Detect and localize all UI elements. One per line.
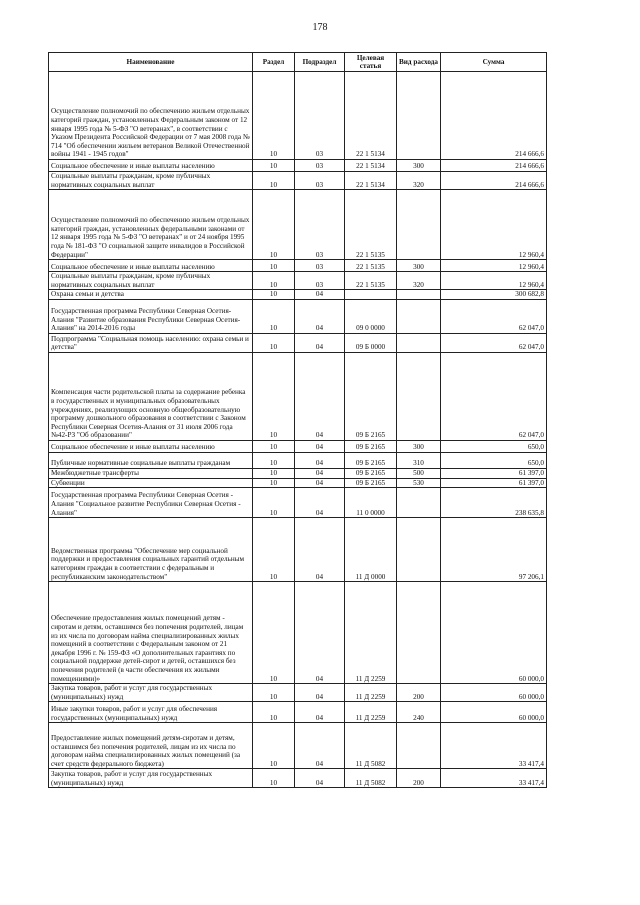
table-row <box>49 684 547 702</box>
row-sum: 61 397,0 <box>441 478 547 488</box>
row-section: 10 <box>253 478 295 488</box>
row-name: Компенсация части родительской платы за содержание ребенка в государственных и муниципальных образовательных учреждениях, реализующих основную общеобразовательную программу дошкольного образования в соответствии с Законом Республики Северная Осетия-Алания от 31 июля 2006 года №42-РЗ "Об образовании" <box>49 352 253 440</box>
row-section: 10 <box>253 468 295 478</box>
row-name: Закупка товаров, работ и услуг для государственных (муниципальных) нужд <box>49 684 253 702</box>
row-expense-type <box>397 299 441 333</box>
row-subsection: 03 <box>295 272 345 290</box>
row-expense-type: 200 <box>397 684 441 702</box>
row-section: 10 <box>253 452 295 468</box>
row-section: 10 <box>253 684 295 702</box>
table-row <box>49 488 547 518</box>
row-section: 10 <box>253 260 295 272</box>
budget-table-body <box>49 72 547 788</box>
row-subsection: 04 <box>295 488 345 518</box>
row-sum: 62 047,0 <box>441 299 547 333</box>
row-expense-type <box>397 290 441 300</box>
row-expense-type <box>397 518 441 582</box>
table-row <box>49 190 547 260</box>
row-subsection: 04 <box>295 352 345 440</box>
row-expense-type <box>397 333 441 352</box>
row-name: Социальные выплаты гражданам, кроме публичных нормативных социальных выплат <box>49 272 253 290</box>
table-row <box>49 440 547 452</box>
row-sum: 214 666,6 <box>441 160 547 172</box>
header-name: Наименование <box>49 53 253 72</box>
row-subsection: 04 <box>295 299 345 333</box>
row-subsection: 04 <box>295 769 345 788</box>
row-target <box>345 290 397 300</box>
row-section: 10 <box>253 172 295 190</box>
row-target: 09 Б 2165 <box>345 468 397 478</box>
row-section: 10 <box>253 272 295 290</box>
row-name: Социальные выплаты гражданам, кроме публичных нормативных социальных выплат <box>49 172 253 190</box>
row-name: Ведомственная программа "Обеспечение мер социальной поддержки и предоставления социальных гарантий отдельным категориям граждан в соответствии с федеральным и республиканским законодательством" <box>49 518 253 582</box>
row-section: 10 <box>253 333 295 352</box>
row-sum: 62 047,0 <box>441 333 547 352</box>
table-row <box>49 272 547 290</box>
row-target: 11 Д 2259 <box>345 582 397 684</box>
row-section: 10 <box>253 160 295 172</box>
row-section: 10 <box>253 769 295 788</box>
budget-table <box>48 52 547 788</box>
row-name: Межбюджетные трансферты <box>49 468 253 478</box>
row-target: 22 1 5135 <box>345 260 397 272</box>
row-section: 10 <box>253 352 295 440</box>
row-sum: 60 000,0 <box>441 582 547 684</box>
row-subsection: 04 <box>295 582 345 684</box>
row-section: 10 <box>253 723 295 769</box>
row-expense-type <box>397 723 441 769</box>
row-target: 11 Д 5082 <box>345 723 397 769</box>
row-subsection: 03 <box>295 160 345 172</box>
row-target: 11 0 0000 <box>345 488 397 518</box>
row-name: Государственная программа Республики Северная Осетия - Алания "Социальное развитие Республики Северная Осетия - Алания" <box>49 488 253 518</box>
row-target: 11 Д 2259 <box>345 702 397 723</box>
row-section: 10 <box>253 72 295 160</box>
row-section: 10 <box>253 488 295 518</box>
row-sum: 12 960,4 <box>441 272 547 290</box>
row-sum: 60 000,0 <box>441 702 547 723</box>
row-target: 22 1 5135 <box>345 190 397 260</box>
row-sum: 33 417,4 <box>441 769 547 788</box>
row-section: 10 <box>253 702 295 723</box>
row-expense-type: 530 <box>397 478 441 488</box>
row-name: Субвенции <box>49 478 253 488</box>
row-name: Социальное обеспечение и иные выплаты населению <box>49 260 253 272</box>
row-name: Социальное обеспечение и иные выплаты населению <box>49 440 253 452</box>
row-name: Подпрограмма "Социальная помощь населению: охрана семьи и детства" <box>49 333 253 352</box>
row-name: Государственная программа Республики Северная Осетия-Алания "Развитие образования Республики Северная Осетия-Алания" на 2014-2016 годы <box>49 299 253 333</box>
row-target: 11 Д 0000 <box>345 518 397 582</box>
row-target: 09 Б 2165 <box>345 440 397 452</box>
row-expense-type <box>397 488 441 518</box>
header-expense-type: Вид расхода <box>397 53 441 72</box>
row-sum: 238 635,8 <box>441 488 547 518</box>
row-target: 11 Д 2259 <box>345 684 397 702</box>
table-row <box>49 582 547 684</box>
table-row <box>49 478 547 488</box>
table-row <box>49 160 547 172</box>
row-expense-type: 300 <box>397 440 441 452</box>
row-subsection: 04 <box>295 518 345 582</box>
row-name: Осуществление полномочий по обеспечению жильем отдельных категорий граждан, установленных Федеральным законом от 12 января 1995 года № 5-ФЗ "О ветеранах", в соответствии с Указом Президента Российской Федерации от 7 мая 2008 года № 714 "Об обеспечении жильем ветеранов Великой Отечественной войны 1941 - 1945 годов" <box>49 72 253 160</box>
row-sum: 12 960,4 <box>441 190 547 260</box>
row-expense-type: 240 <box>397 702 441 723</box>
row-expense-type: 320 <box>397 172 441 190</box>
table-row <box>49 299 547 333</box>
row-subsection: 04 <box>295 684 345 702</box>
header-section: Раздел <box>253 53 295 72</box>
row-expense-type <box>397 190 441 260</box>
row-expense-type: 320 <box>397 272 441 290</box>
table-row <box>49 723 547 769</box>
row-section: 10 <box>253 299 295 333</box>
table-row <box>49 260 547 272</box>
table-row <box>49 290 547 300</box>
table-row <box>49 702 547 723</box>
row-subsection: 03 <box>295 260 345 272</box>
header-subsection: Подраздел <box>295 53 345 72</box>
row-target: 22 1 5135 <box>345 272 397 290</box>
row-expense-type: 310 <box>397 452 441 468</box>
row-section: 10 <box>253 290 295 300</box>
row-subsection: 04 <box>295 478 345 488</box>
row-target: 22 1 5134 <box>345 160 397 172</box>
row-expense-type: 500 <box>397 468 441 478</box>
row-subsection: 04 <box>295 440 345 452</box>
row-name: Закупка товаров, работ и услуг для государственных (муниципальных) нужд <box>49 769 253 788</box>
row-name: Социальное обеспечение и иные выплаты населению <box>49 160 253 172</box>
row-subsection: 04 <box>295 702 345 723</box>
row-target: 09 0 0000 <box>345 299 397 333</box>
row-sum: 214 666,6 <box>441 172 547 190</box>
row-sum: 214 666,6 <box>441 72 547 160</box>
row-target: 22 1 5134 <box>345 172 397 190</box>
row-target: 09 Б 0000 <box>345 333 397 352</box>
row-sum: 97 206,1 <box>441 518 547 582</box>
row-sum: 60 000,0 <box>441 684 547 702</box>
row-name: Предоставление жилых помещений детям-сиротам и детям, оставшимся без попечения родителей, лицам из их числа по договорам найма специализированных жилых помещений (за счет средств федерального бюджета) <box>49 723 253 769</box>
row-sum: 61 397,0 <box>441 468 547 478</box>
header-sum: Сумма <box>441 53 547 72</box>
header-target: Целевая статья <box>345 53 397 72</box>
row-sum: 650,0 <box>441 440 547 452</box>
row-section: 10 <box>253 518 295 582</box>
row-subsection: 03 <box>295 72 345 160</box>
row-name: Осуществление полномочий по обеспечению жильем отдельных категорий граждан, установленных федеральными законами от 12 января 1995 года № 5-ФЗ "О ветеранах" и от 24 ноября 1995 года № 181-ФЗ "О социальной защите инвалидов в Российской Федерации" <box>49 190 253 260</box>
row-target: 09 Б 2165 <box>345 452 397 468</box>
row-expense-type <box>397 352 441 440</box>
page-number: 178 <box>312 22 328 33</box>
row-target: 09 Б 2165 <box>345 352 397 440</box>
row-expense-type: 300 <box>397 160 441 172</box>
table-row <box>49 468 547 478</box>
table-row <box>49 333 547 352</box>
table-header-row <box>49 53 547 72</box>
table-row <box>49 352 547 440</box>
row-expense-type <box>397 582 441 684</box>
row-sum: 62 047,0 <box>441 352 547 440</box>
row-sum: 300 682,8 <box>441 290 547 300</box>
row-subsection: 04 <box>295 333 345 352</box>
table-row <box>49 769 547 788</box>
table-row <box>49 518 547 582</box>
table-row <box>49 172 547 190</box>
row-target: 22 1 5134 <box>345 72 397 160</box>
row-target: 09 Б 2165 <box>345 478 397 488</box>
row-name: Обеспечение предоставления жилых помещений детям - сиротам и детям, оставшимся без попечения родителей, лицам из их числа по договорам найма специализированных жилых помещений в соответствии с Федеральным законом от 21 декабря 1996 г. № 159-ФЗ «О дополнительных гарантиях по социальной поддержке детей-сирот и детей, оставшихся без попечения родителей (в части обеспечения их жилыми помещениями)» <box>49 582 253 684</box>
row-sum: 12 960,4 <box>441 260 547 272</box>
row-name: Охрана семьи и детства <box>49 290 253 300</box>
row-target: 11 Д 5082 <box>345 769 397 788</box>
row-subsection: 04 <box>295 468 345 478</box>
row-expense-type: 300 <box>397 260 441 272</box>
row-subsection: 03 <box>295 190 345 260</box>
row-sum: 650,0 <box>441 452 547 468</box>
table-row <box>49 452 547 468</box>
row-section: 10 <box>253 190 295 260</box>
row-subsection: 03 <box>295 172 345 190</box>
row-section: 10 <box>253 582 295 684</box>
row-sum: 33 417,4 <box>441 723 547 769</box>
row-name: Иные закупки товаров, работ и услуг для обеспечения государственных (муниципальных) нужд <box>49 702 253 723</box>
table-row <box>49 72 547 160</box>
row-section: 10 <box>253 440 295 452</box>
row-subsection: 04 <box>295 290 345 300</box>
row-subsection: 04 <box>295 452 345 468</box>
row-expense-type <box>397 72 441 160</box>
row-subsection: 04 <box>295 723 345 769</box>
row-expense-type: 200 <box>397 769 441 788</box>
row-name: Публичные нормативные социальные выплаты гражданам <box>49 452 253 468</box>
